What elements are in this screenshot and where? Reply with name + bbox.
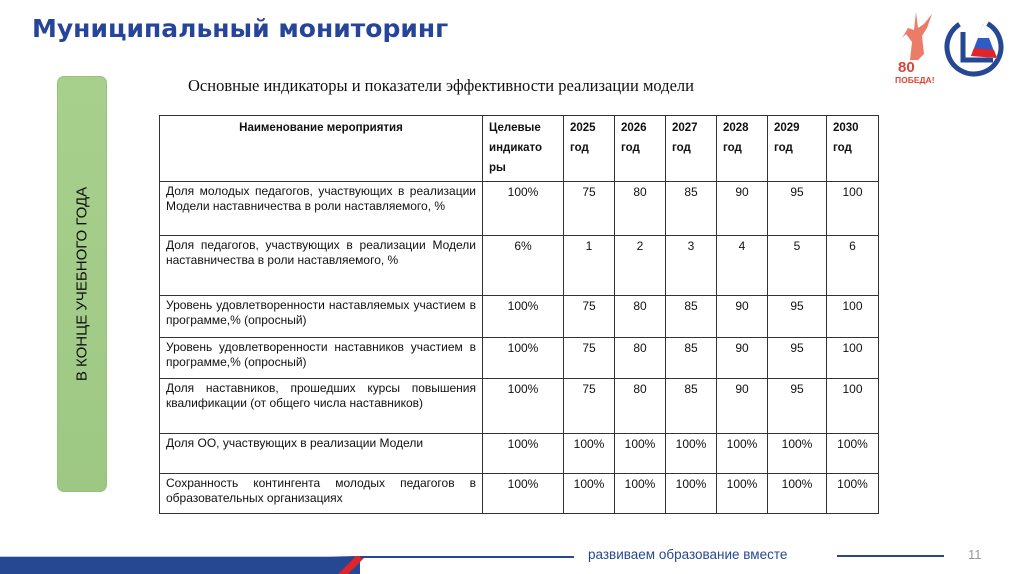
cell-2030: 100	[827, 379, 879, 434]
table-row	[160, 338, 879, 379]
cell-2026: 80	[615, 182, 666, 236]
cell-2026: 80	[615, 379, 666, 434]
cell-2028: 90	[717, 338, 768, 379]
cell-2026: 100%	[615, 474, 666, 514]
cell-2029: 5	[768, 236, 827, 296]
cell-2027: 100%	[666, 434, 717, 474]
side-label-end-of-school-year	[57, 76, 107, 492]
cell-2027: 85	[666, 338, 717, 379]
row-name: Доля ОО, участвующих в реализации Модели	[160, 434, 483, 474]
svg-text:80: 80	[898, 59, 915, 76]
row-target: 6%	[483, 236, 564, 296]
column-header-2030: 2030 год	[827, 116, 879, 182]
cell-2027: 3	[666, 236, 717, 296]
cell-2030: 100	[827, 338, 879, 379]
table-subtitle: Основные индикаторы и показатели эффективности реализации модели	[188, 76, 694, 95]
cell-2029: 95	[768, 296, 827, 338]
cell-2028: 100%	[717, 434, 768, 474]
row-target: 100%	[483, 182, 564, 236]
footer-tagline: развиваем образование вместе	[588, 547, 788, 562]
footer-divider-right	[837, 555, 944, 557]
row-name: Уровень удовлетворенности наставников участием в программе,% (опросный)	[160, 338, 483, 379]
row-name: Уровень удовлетворенности наставляемых участием в программе,% (опросный)	[160, 296, 483, 338]
cell-2030: 100%	[827, 434, 879, 474]
cell-2025: 75	[564, 338, 615, 379]
table-row	[160, 434, 879, 474]
cell-2025: 100%	[564, 434, 615, 474]
table-row	[160, 182, 879, 236]
row-name: Сохранность контингента молодых педагогов в образовательных организациях	[160, 474, 483, 514]
cell-2028: 90	[717, 182, 768, 236]
footer-blue-bar	[0, 557, 360, 574]
row-target: 100%	[483, 338, 564, 379]
table-header-row	[160, 116, 879, 182]
victory-80-logo-icon	[894, 8, 938, 88]
cell-2027: 100%	[666, 474, 717, 514]
column-header-2029: 2029 год	[768, 116, 827, 182]
cell-2027: 85	[666, 379, 717, 434]
cell-2027: 85	[666, 296, 717, 338]
table-row	[160, 296, 879, 338]
cell-2025: 75	[564, 182, 615, 236]
cell-2030: 100	[827, 296, 879, 338]
cell-2026: 80	[615, 296, 666, 338]
table-row	[160, 379, 879, 434]
column-header-2028: 2028 год	[717, 116, 768, 182]
svg-text:ПОБЕДА!: ПОБЕДА!	[895, 75, 935, 85]
cell-2030: 100	[827, 182, 879, 236]
cell-2029: 100%	[768, 434, 827, 474]
cell-2030: 100%	[827, 474, 879, 514]
cell-2028: 90	[717, 296, 768, 338]
footer-divider-left	[360, 556, 574, 558]
cell-2028: 100%	[717, 474, 768, 514]
cell-2026: 100%	[615, 434, 666, 474]
cell-2029: 95	[768, 338, 827, 379]
cell-2029: 95	[768, 379, 827, 434]
cell-2029: 95	[768, 182, 827, 236]
column-header-2027: 2027 год	[666, 116, 717, 182]
row-target: 100%	[483, 379, 564, 434]
column-header-2025: 2025 год	[564, 116, 615, 182]
cell-2030: 6	[827, 236, 879, 296]
table-row	[160, 236, 879, 296]
cell-2026: 2	[615, 236, 666, 296]
cell-2029: 100%	[768, 474, 827, 514]
footer-red-stripe-icon	[330, 549, 380, 574]
page-title: Муниципальный мониторинг	[32, 14, 449, 43]
cell-2025: 75	[564, 379, 615, 434]
cell-2026: 80	[615, 338, 666, 379]
row-name: Доля молодых педагогов, участвующих в реализации Модели наставничества в роли наставляемого, %	[160, 182, 483, 236]
indicators-table	[159, 115, 879, 514]
cell-2028: 90	[717, 379, 768, 434]
column-header-target: Целевые индикато ры	[483, 116, 564, 182]
row-target: 100%	[483, 474, 564, 514]
row-name: Доля наставников, прошедших курсы повышения квалификации (от общего числа наставников)	[160, 379, 483, 434]
cell-2028: 4	[717, 236, 768, 296]
table-row	[160, 474, 879, 514]
page-number: 11	[968, 547, 982, 562]
row-target: 100%	[483, 296, 564, 338]
cell-2027: 85	[666, 182, 717, 236]
column-header-2026: 2026 год	[615, 116, 666, 182]
cell-2025: 1	[564, 236, 615, 296]
row-target: 100%	[483, 434, 564, 474]
column-header-name: Наименование мероприятия	[160, 116, 483, 182]
education-logo-icon	[943, 16, 1005, 78]
row-name: Доля педагогов, участвующих в реализации Модели наставничества в роли наставляемого, %	[160, 236, 483, 296]
cell-2025: 75	[564, 296, 615, 338]
cell-2025: 100%	[564, 474, 615, 514]
side-label-text: В КОНЦЕ УЧЕБНОГО ГОДА	[73, 186, 91, 382]
